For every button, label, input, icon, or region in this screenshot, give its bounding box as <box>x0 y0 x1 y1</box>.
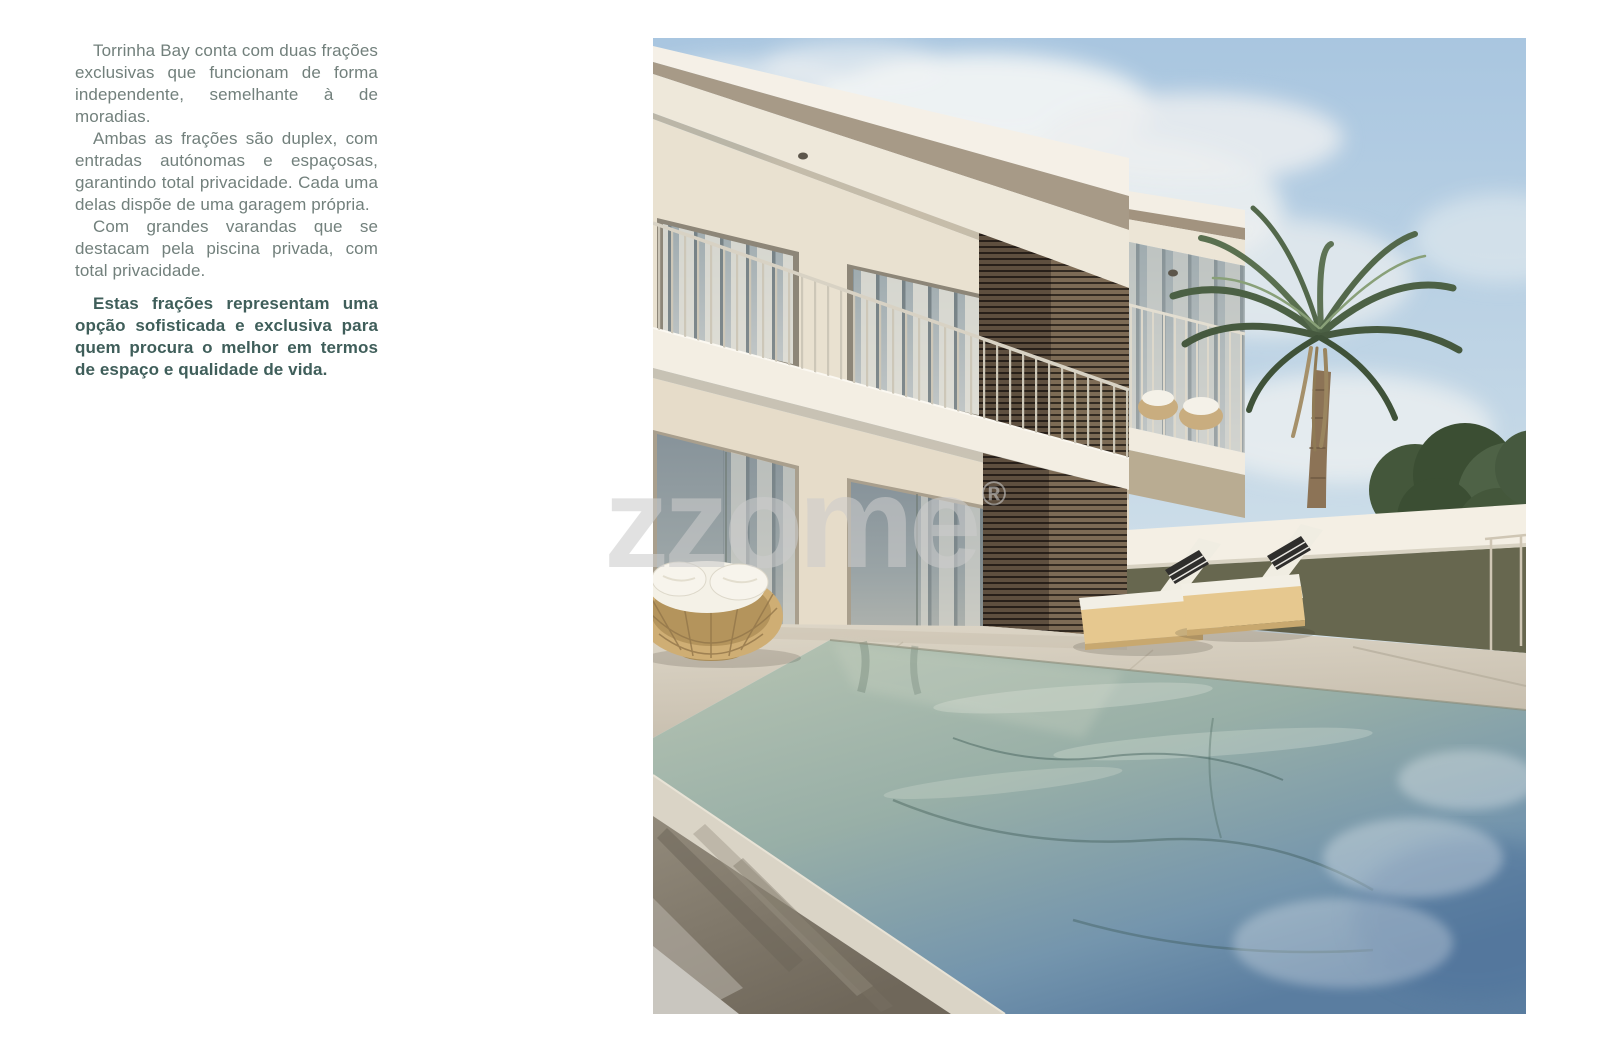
paragraph-3: Com grandes varandas que se destacam pela piscina privada, com total privacidade. <box>75 217 378 280</box>
watermark-text: zzome <box>604 449 977 595</box>
paragraph-2: Ambas as frações são duplex, com entradas autónomas e espaçosas, garantindo total privacidade. Cada uma delas dispõe de uma garagem própria. <box>75 129 378 214</box>
registered-mark-icon: ® <box>981 475 1007 513</box>
paragraph-1: Torrinha Bay conta com duas frações exclusivas que funcionam de forma independente, semelhante à de moradias. <box>75 41 378 126</box>
text-column <box>75 40 378 381</box>
property-photo <box>653 38 1526 1014</box>
paragraph-highlight: Estas frações representam uma opção sofisticada e exclusiva para quem procura o melhor em termos de espaço e qualidade de vida. <box>75 294 378 379</box>
right-building <box>1110 188 1245 518</box>
